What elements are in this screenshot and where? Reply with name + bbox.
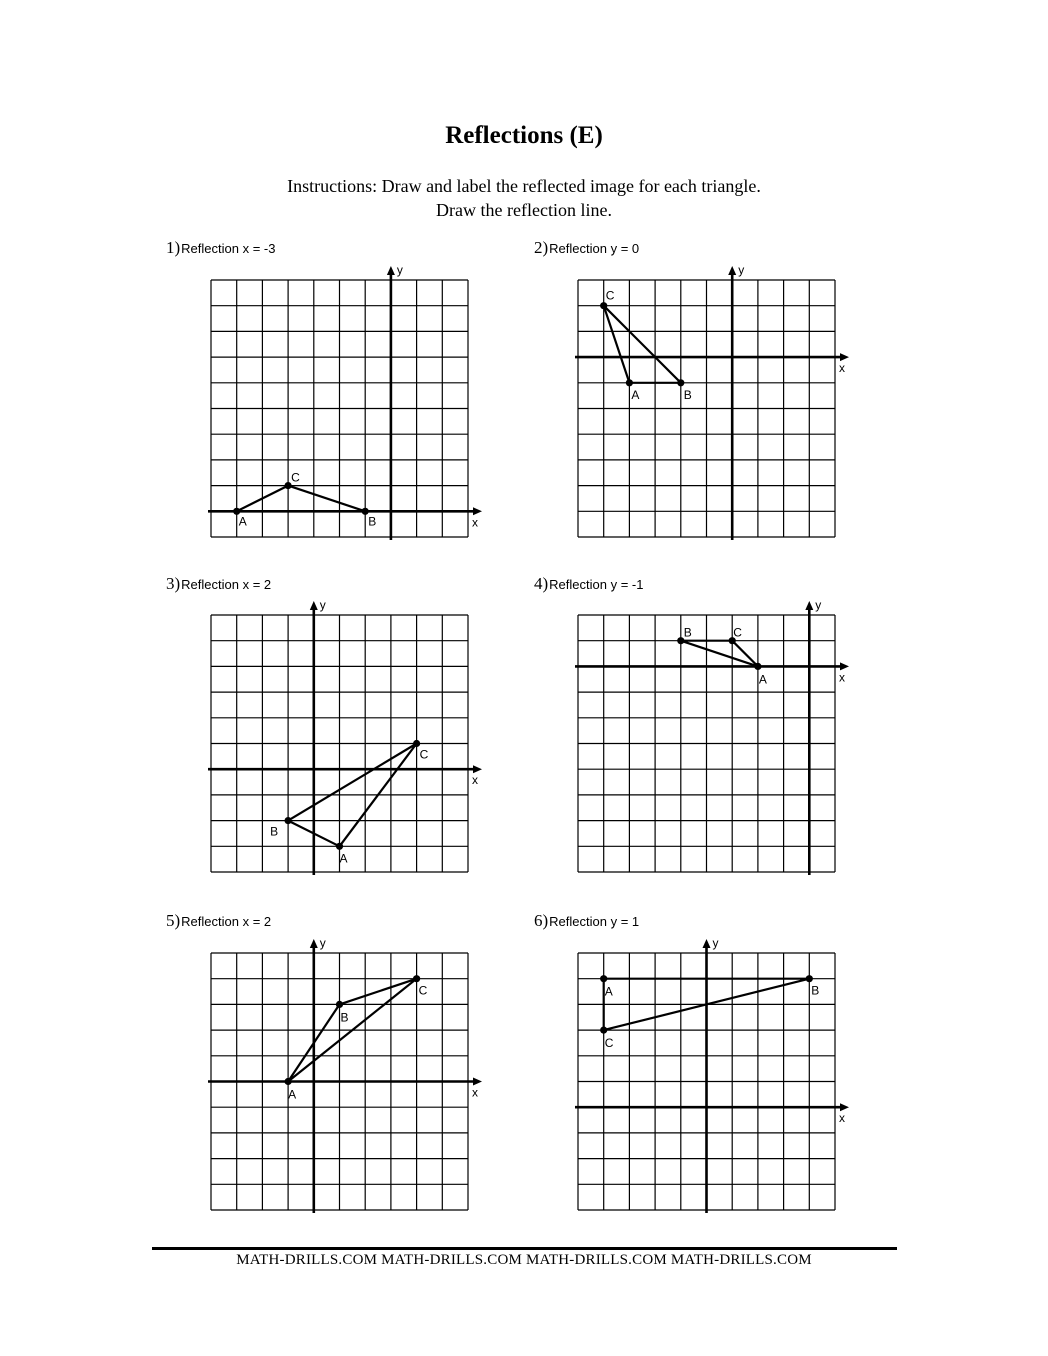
problem-number: 4) <box>534 574 549 593</box>
problem-number: 5) <box>166 911 181 930</box>
y-axis-arrow <box>387 266 395 275</box>
problem-reflection-text: Reflection y = 1 <box>549 914 640 929</box>
triangle <box>237 486 366 512</box>
page-title: Reflections (E) <box>445 122 603 149</box>
triangle <box>681 641 758 667</box>
x-axis-arrow <box>473 507 482 515</box>
vertex-label-c: C <box>733 625 742 640</box>
vertex-label-b: B <box>270 824 279 839</box>
problem-number: 3) <box>166 574 181 593</box>
vertex-c <box>413 740 420 747</box>
problem-reflection-text: Reflection x = 2 <box>181 914 272 929</box>
vertex-label-c: C <box>605 288 615 303</box>
vertex-label-a: A <box>631 387 640 402</box>
y-axis-label: y <box>712 936 719 950</box>
footer-rule <box>152 1247 897 1250</box>
x-axis-arrow <box>473 765 482 773</box>
vertex-b <box>806 975 813 982</box>
vertex-a <box>600 975 607 982</box>
vertex-b <box>336 1001 343 1008</box>
y-axis-label: y <box>396 263 403 277</box>
vertex-b <box>677 379 684 386</box>
problem-3-label <box>166 574 271 594</box>
vertex-c <box>600 302 607 309</box>
problem-1-graph <box>211 263 478 538</box>
x-axis-label: x <box>839 1111 845 1126</box>
y-axis-label: y <box>738 263 745 277</box>
problem-6-label <box>534 911 639 931</box>
vertex-c <box>413 975 420 982</box>
x-axis-arrow <box>840 662 849 670</box>
x-axis-label: x <box>472 773 478 788</box>
problem-1-label <box>166 238 275 258</box>
y-axis-arrow <box>728 266 736 275</box>
vertex-label-c: C <box>291 470 300 485</box>
y-axis-arrow <box>805 601 813 610</box>
y-axis-arrow <box>310 939 318 948</box>
problem-reflection-text: Reflection y = -1 <box>549 577 644 592</box>
vertex-label-b: B <box>683 625 692 640</box>
y-axis-label: y <box>319 598 326 612</box>
vertex-a <box>336 843 343 850</box>
vertex-c <box>600 1027 607 1034</box>
problem-2-label <box>534 238 639 258</box>
vertex-label-a: A <box>288 1087 297 1102</box>
vertex-label-a: A <box>758 672 767 687</box>
vertex-label-a: A <box>238 514 247 529</box>
vertex-label-c: C <box>419 747 429 762</box>
x-axis-label: x <box>839 361 845 376</box>
vertex-label-b: B <box>683 387 692 402</box>
instructions-line-1: Instructions: Draw and label the reflected image for each triangle. <box>287 176 761 196</box>
x-axis-arrow <box>840 353 849 361</box>
problem-reflection-text: Reflection y = 0 <box>549 241 640 256</box>
vertex-label-c: C <box>604 1036 614 1051</box>
problem-4-label <box>534 574 643 594</box>
vertex-a <box>626 379 633 386</box>
problem-number: 1) <box>166 238 181 257</box>
vertex-label-b: B <box>368 514 377 529</box>
problem-5-label <box>166 911 271 931</box>
vertex-label-a: A <box>604 984 613 999</box>
x-axis-label: x <box>839 670 845 685</box>
instructions-line-2: Draw the reflection line. <box>436 200 612 220</box>
vertex-a <box>754 663 761 670</box>
problem-6-graph <box>578 936 845 1211</box>
vertex-label-b: B <box>340 1010 349 1025</box>
problem-4-graph <box>578 598 845 873</box>
problem-number: 6) <box>534 911 549 930</box>
vertex-label-b: B <box>811 983 820 998</box>
problem-number: 2) <box>534 238 549 257</box>
y-axis-label: y <box>815 598 822 612</box>
problem-5-graph <box>211 936 478 1211</box>
triangle <box>604 306 681 383</box>
vertex-a <box>285 1078 292 1085</box>
y-axis-arrow <box>703 939 711 948</box>
x-axis-arrow <box>473 1078 482 1086</box>
y-axis-label: y <box>319 936 326 950</box>
problem-reflection-text: Reflection x = 2 <box>181 577 272 592</box>
vertex-b <box>285 817 292 824</box>
x-axis-arrow <box>840 1103 849 1111</box>
x-axis-label: x <box>472 515 478 530</box>
problem-reflection-text: Reflection x = -3 <box>181 241 276 256</box>
x-axis-label: x <box>472 1085 478 1100</box>
vertex-label-a: A <box>339 851 348 866</box>
vertex-label-c: C <box>418 983 428 998</box>
problem-3-graph <box>211 598 478 873</box>
y-axis-arrow <box>310 601 318 610</box>
problem-2-graph <box>578 263 845 538</box>
footer-text: MATH-DRILLS.COM MATH-DRILLS.COM MATH-DRILLS.COM MATH-DRILLS.COM <box>236 1252 812 1268</box>
